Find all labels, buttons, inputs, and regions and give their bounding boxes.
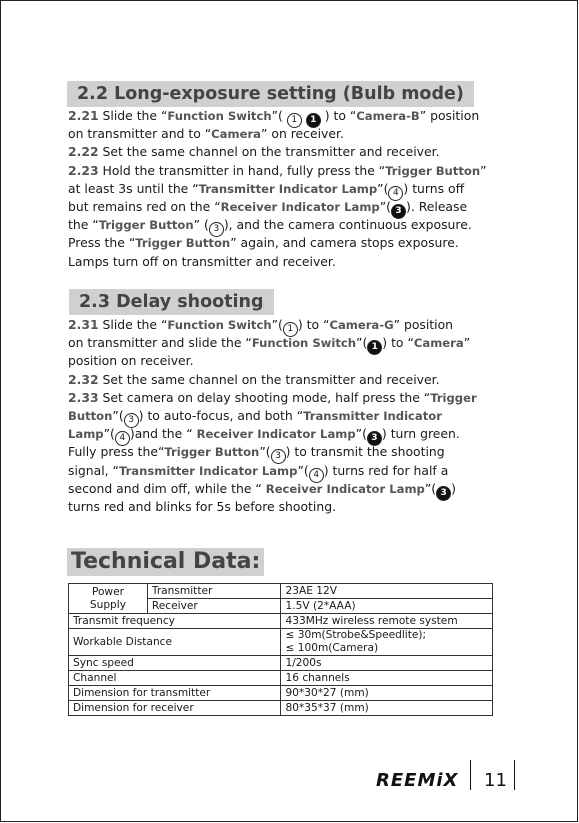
- text-run: ) to “: [382, 335, 414, 351]
- text-line: [68, 371, 513, 389]
- text-run: the “: [68, 217, 99, 233]
- spec-label: Dimension for receiver: [69, 701, 281, 716]
- spec-value: 90*30*27 (mm): [281, 686, 493, 701]
- filled-circled-number-icon: 1: [306, 113, 321, 128]
- section-number: 2.23: [68, 162, 99, 178]
- text-line: [68, 498, 513, 516]
- circled-number-icon: 4: [309, 468, 324, 483]
- text-run: ” position: [419, 108, 480, 123]
- text-run: Slide the “: [98, 108, 168, 123]
- text-run: ) to transmit the shooting: [285, 444, 445, 460]
- text-line: [68, 462, 513, 480]
- keyword: Transmitter Indicator: [303, 408, 442, 423]
- keyword: Camera: [211, 127, 261, 142]
- brand-logo: REEMiX: [376, 770, 459, 791]
- table-row: [69, 656, 493, 671]
- circled-number-icon: 3: [209, 222, 224, 237]
- text-run: ) turns off: [403, 180, 465, 196]
- text-run: ” (: [193, 217, 209, 233]
- text-run: Set the same channel on the transmitter and receiver.: [98, 371, 440, 387]
- text-line: [68, 143, 513, 161]
- section-number: 2.33: [68, 389, 99, 405]
- text-run: Set camera on delay shooting mode, half press the “: [98, 389, 431, 405]
- section-number: 2.21: [68, 108, 99, 123]
- text-run: Set the same channel on the transmitter and receiver.: [98, 144, 440, 160]
- filled-circled-number-icon: 3: [367, 431, 382, 446]
- footer-divider: [514, 760, 515, 790]
- text-run: ” on receiver.: [261, 126, 344, 142]
- text-run: but remains red on the “: [68, 198, 221, 214]
- text-run: ) to auto-focus, and both “: [138, 407, 304, 423]
- technical-data-table: [68, 583, 493, 716]
- keyword: Trigger Button: [385, 163, 481, 178]
- text-run: at least 3s until the “: [68, 180, 199, 196]
- section-number: 2.32: [68, 371, 99, 387]
- text-run: )and the “: [129, 426, 197, 442]
- text-line: [68, 180, 513, 198]
- keyword: Receiver Indicator Lamp: [196, 427, 356, 442]
- text-run: on transmitter and to “: [68, 126, 212, 142]
- text-run: ): [451, 480, 456, 496]
- keyword: Function Switch: [167, 109, 272, 123]
- text-run: ”(: [271, 108, 287, 123]
- text-line: [68, 125, 513, 143]
- text-run: Lamps turn off on transmitter and receiver.: [68, 253, 336, 269]
- text-run: Slide the “: [98, 317, 168, 332]
- circled-number-icon: 3: [124, 413, 139, 428]
- text-line: [68, 425, 513, 443]
- text-run: ”: [463, 335, 471, 351]
- text-run: ), and the camera continuous exposure.: [223, 217, 472, 233]
- text-line: [68, 234, 513, 252]
- text-run: on transmitter and slide the “: [68, 335, 252, 351]
- keyword: Lamp: [68, 427, 104, 442]
- text-run: Fully press the“: [68, 444, 165, 460]
- text-run: ”: [480, 162, 487, 178]
- text-run: ”(: [424, 480, 437, 496]
- text-run: ”(: [297, 462, 309, 478]
- text-run: ”(: [103, 426, 115, 442]
- delay-shooting-paragraph: [68, 316, 513, 516]
- power-receiver-value: 1.5V (2*AAA): [281, 599, 493, 614]
- bulb-mode-paragraph: [68, 107, 513, 271]
- text-run: ) to “: [297, 317, 330, 332]
- keyword: Transmitter Indicator Lamp: [198, 181, 378, 196]
- text-run: ) turn green.: [381, 426, 460, 442]
- keyword: Receiver Indicator Lamp: [220, 199, 380, 214]
- table-row: [69, 701, 493, 716]
- text-line: [68, 162, 513, 180]
- circled-number-icon: 4: [388, 186, 403, 201]
- text-run: ” position: [393, 317, 454, 332]
- spec-value: 80*35*37 (mm): [281, 701, 493, 716]
- keyword: Trigger Button: [98, 218, 194, 233]
- text-run: ”(: [377, 180, 389, 196]
- text-line: [68, 334, 513, 352]
- power-receiver-label: Receiver: [147, 599, 281, 614]
- text-run: ”(: [259, 444, 271, 460]
- keyword: Button: [68, 408, 113, 423]
- spec-label: Channel: [69, 671, 281, 686]
- spec-label: Dimension for transmitter: [69, 686, 281, 701]
- keyword: Transmitter Indicator Lamp: [118, 463, 298, 478]
- keyword: Camera: [413, 336, 464, 351]
- text-line: [68, 198, 513, 216]
- power-transmitter-label: Transmitter: [147, 584, 281, 599]
- text-run: ”(: [355, 426, 367, 442]
- section-title-bulb-mode: 2.2 Long-exposure setting (Bulb mode): [67, 81, 474, 107]
- table-row: [69, 671, 493, 686]
- text-line: [68, 389, 513, 407]
- text-line: [68, 107, 513, 125]
- table-row: [69, 629, 493, 656]
- text-line: [68, 216, 513, 234]
- text-run: turns red and blinks for 5s before shooting.: [68, 498, 337, 514]
- text-run: ) turns red for half a: [323, 462, 449, 478]
- circled-number-icon: 3: [271, 449, 286, 464]
- spec-value: ≤ 30m(Strobe&Speedlite); ≤ 100m(Camera): [281, 629, 493, 656]
- text-run: ”(: [271, 317, 283, 332]
- text-run: signal, “: [68, 462, 119, 478]
- table-row: [69, 614, 493, 629]
- keyword: Trigger: [430, 390, 477, 405]
- text-run: Press the “: [68, 235, 136, 251]
- keyword: Function Switch: [167, 318, 272, 332]
- text-run: ). Release: [405, 198, 468, 214]
- text-run: ) to “: [320, 108, 357, 123]
- text-line: [68, 352, 513, 370]
- power-transmitter-value: 23AE 12V: [281, 584, 493, 599]
- footer-divider: [470, 760, 471, 790]
- circled-number-icon: 4: [115, 431, 130, 446]
- spec-value: 16 channels: [281, 671, 493, 686]
- spec-label: Transmit frequency: [69, 614, 281, 629]
- text-run: ” again, and camera stops exposure.: [230, 235, 459, 251]
- circled-number-icon: 1: [287, 113, 302, 128]
- text-run: ”(: [379, 198, 391, 214]
- keyword: Trigger Button: [135, 236, 231, 251]
- filled-circled-number-icon: 3: [436, 486, 451, 501]
- table-row: [69, 686, 493, 701]
- text-run: ”(: [356, 335, 368, 351]
- text-line: [68, 480, 513, 498]
- text-line: [68, 253, 513, 271]
- keyword: Camera-B: [356, 109, 420, 123]
- keyword: Receiver Indicator Lamp: [265, 481, 425, 496]
- spec-label: Workable Distance: [69, 629, 281, 656]
- text-run: second and dim off, while the “: [68, 480, 266, 496]
- table-row: [69, 584, 493, 599]
- section-number: 2.31: [68, 317, 99, 332]
- text-line: [68, 316, 513, 334]
- circled-number-icon: 1: [283, 322, 298, 337]
- text-line: [68, 407, 513, 425]
- spec-value: 433MHz wireless remote system: [281, 614, 493, 629]
- technical-data-title: Technical Data:: [67, 548, 264, 576]
- spec-value: 1/200s: [281, 656, 493, 671]
- filled-circled-number-icon: 1: [367, 340, 382, 355]
- text-line: [68, 443, 513, 461]
- text-run: Hold the transmitter in hand, fully press the “: [98, 162, 386, 178]
- section-title-delay-shooting: 2.3 Delay shooting: [69, 289, 274, 315]
- text-run: position on receiver.: [68, 353, 194, 369]
- spec-label: Sync speed: [69, 656, 281, 671]
- section-number: 2.22: [68, 144, 99, 160]
- keyword: Trigger Button: [164, 445, 260, 460]
- keyword: Function Switch: [251, 336, 357, 351]
- filled-circled-number-icon: 3: [391, 204, 406, 219]
- page-number: 11: [484, 770, 507, 791]
- text-run: ”(: [112, 407, 124, 423]
- keyword: Camera-G: [329, 318, 394, 332]
- power-supply-label: Power Supply: [69, 584, 148, 614]
